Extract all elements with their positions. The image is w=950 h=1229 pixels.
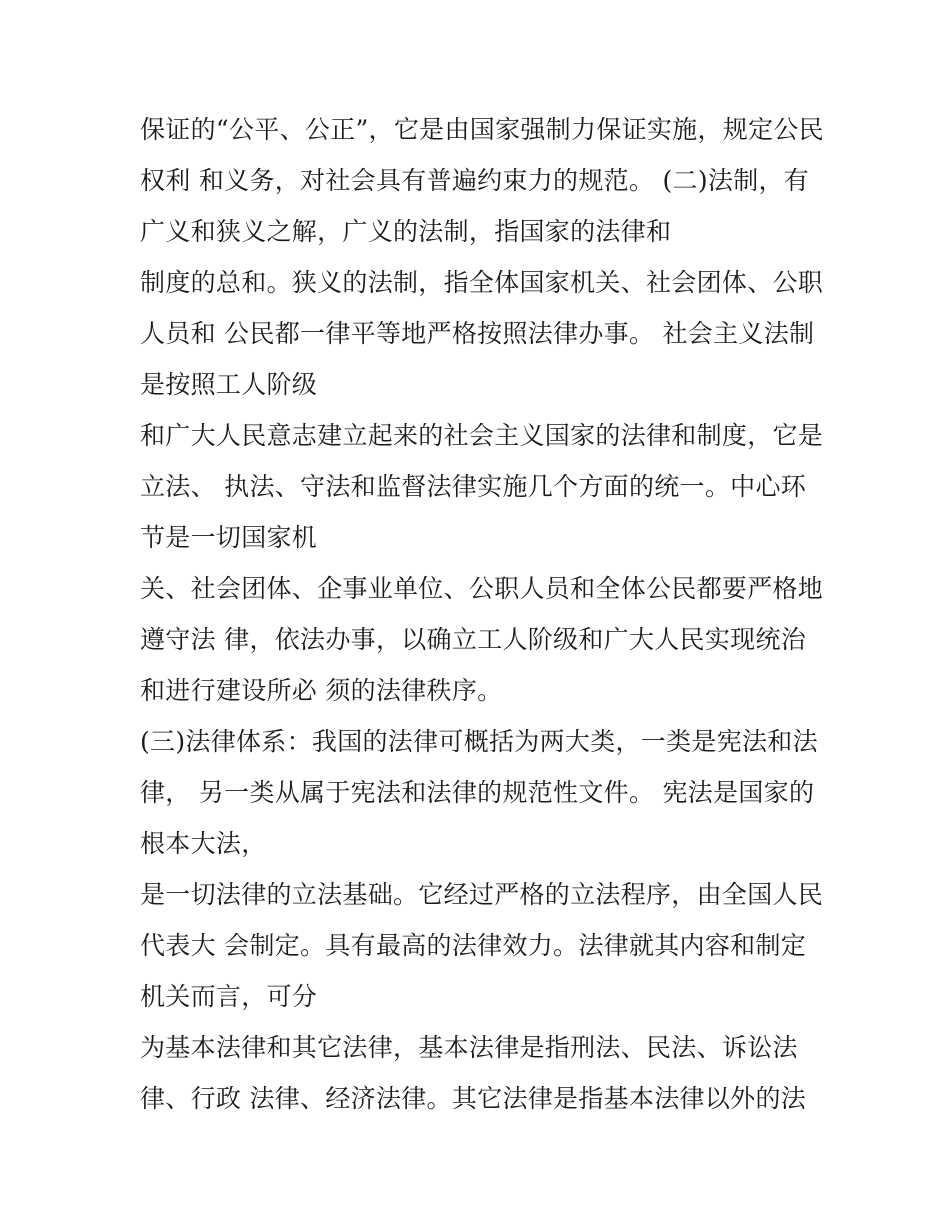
text-line: 律， 另一类从属于宪法和法律的规范性文件。 宪法是国家的 [140,778,815,807]
text-line: 广义和狭义之解，广义的法制，指国家的法律和 [140,217,672,246]
body-text [140,104,830,1124]
text-line: 和进行建设所必 须的法律秩序。 [140,676,503,705]
text-line: 制度的总和。狭义的法制，指全体国家机关、社会团体、公职 [140,268,824,297]
text-line: 关、社会团体、企事业单位、公职人员和全体公民都要严格地 [140,574,824,603]
text-line: 保证的“公平、公正”，它是由国家强制力保证实施，规定公民 [140,115,824,144]
text-line: 权利 和义务，对社会具有普遍约束力的规范。 (二)法制，有 [140,166,810,195]
text-line: 人员和 公民都一律平等地严格按照法律办事。 社会主义法制 [140,319,815,348]
text-line: 根本大法， [140,829,267,858]
text-line: 机关而言，可分 [140,982,318,1011]
text-line: 代表大 会制定。具有最高的法律效力。法律就其内容和制定 [140,931,807,960]
text-line: 节是一切国家机 [140,523,318,552]
text-line: 立法、 执法、守法和监督法律实施几个方面的统一。中心环 [140,472,807,501]
text-line: 为基本法律和其它法律，基本法律是指刑法、民法、诉讼法 [140,1033,798,1062]
text-line: 和广大人民意志建立起来的社会主义国家的法律和制度，它是 [140,421,824,450]
text-line: 是一切法律的立法基础。它经过严格的立法程序，由全国人民 [140,880,824,909]
text-line: (三)法律体系：我国的法律可概括为两大类，一类是宪法和法 [140,727,818,756]
text-line: 是按照工人阶级 [140,370,318,399]
text-line: 律、行政 法律、经济法律。其它法律是指基本法律以外的法 [140,1084,807,1113]
text-line: 遵守法 律，依法办事，以确立工人阶级和广大人民实现统治 [140,625,807,654]
